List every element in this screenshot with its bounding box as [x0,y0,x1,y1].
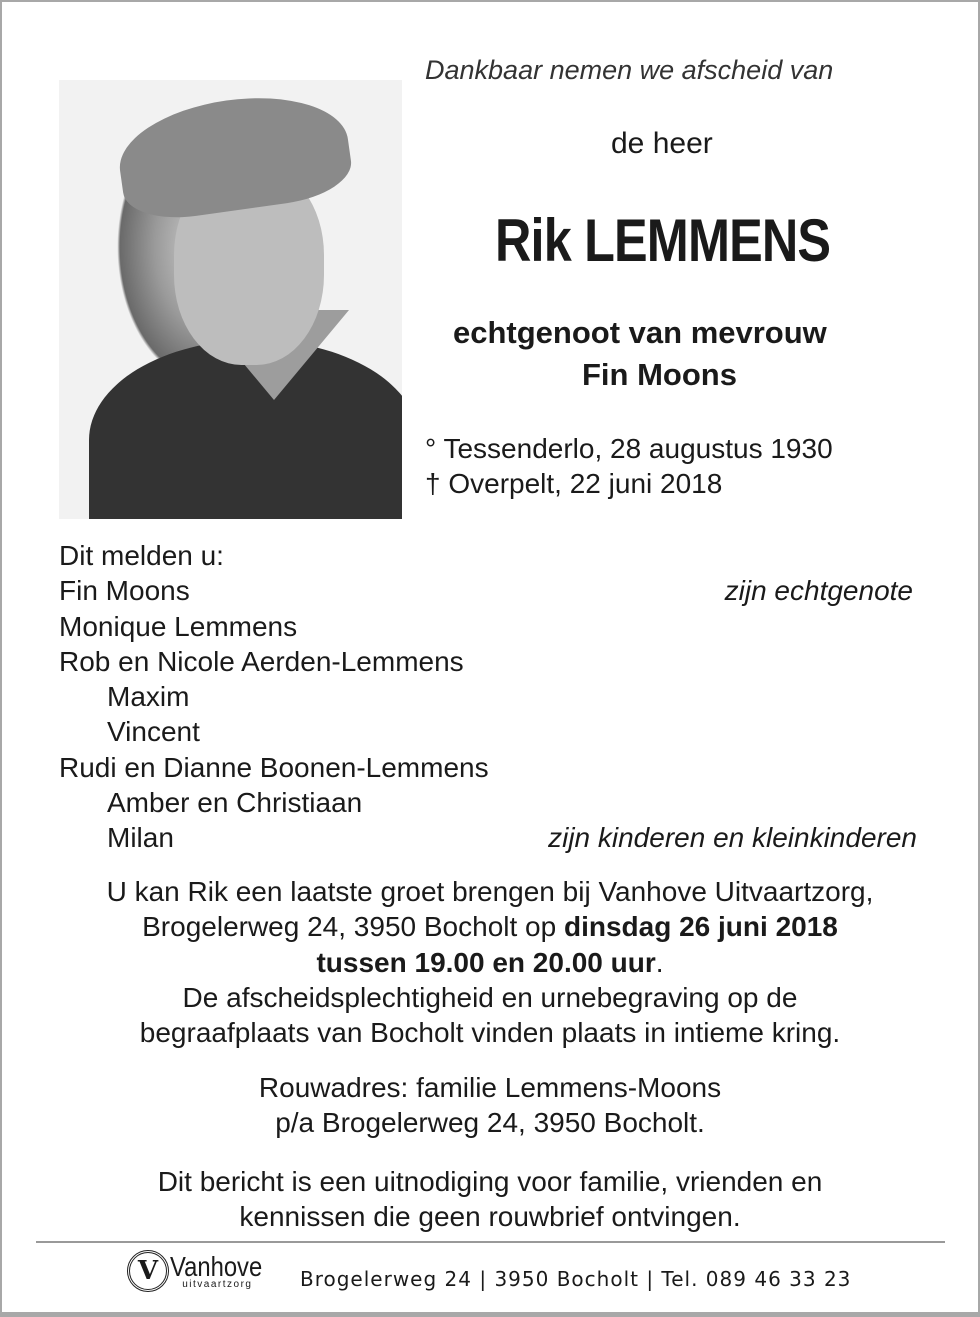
invite-line: Dit bericht is een uitnodiging voor familie, vrienden en [157,1166,823,1197]
address-line: p/a Brogelerweg 24, 3950 Bocholt. [275,1107,705,1139]
invite-line: kennissen die geen rouwbrief ontvingen. [239,1201,741,1233]
portrait-photo [59,80,402,519]
deceased-name: Rik LEMMENS [495,207,831,274]
member-relation: zijn echtgenote [724,575,913,607]
visit-line: tussen 19.00 en 20.00 uur. [316,946,664,978]
member-name: Amber en Christiaan [107,787,363,819]
death-line [425,468,722,500]
footer-contact: Brogelerweg 24 | 3950 Bocholt | Tel. 089 46 33 23 [300,1267,852,1291]
member-name: Milan [107,822,174,854]
visit-line: begraafplaats van Bocholt vinden plaats in intieme kring. [139,1017,841,1049]
spouse-line: echtgenoot van mevrouw [453,315,827,350]
family-list [59,538,919,856]
spouse-name: Fin Moons [582,357,737,392]
family-intro: Dit melden u: [59,540,224,571]
visit-time: tussen 19.00 en 20.00 uur [316,946,656,978]
logo-name: Vanhove [170,1250,263,1282]
family-member [59,644,919,679]
member-name: Fin Moons [59,575,190,607]
visit-line: U kan Rik een laatste groet brengen bij Vanhove Uitvaartzorg, [106,876,874,907]
family-member [59,750,919,785]
visit-line: De afscheidsplechtigheid en urnebegraving op de [182,981,798,1013]
birth-line: ° Tessenderlo, 28 augustus 1930 [425,433,833,464]
vanhove-logo [127,1250,278,1292]
cross-icon: † [425,468,441,499]
family-member [59,820,919,855]
footer-divider [36,1241,945,1243]
logo-sub: uitvaartzorg [182,1278,253,1290]
member-name: Rob en Nicole Aerden-Lemmens [59,645,464,677]
member-name: Monique Lemmens [59,610,298,642]
death-text: Overpelt, 22 juni 2018 [448,468,723,499]
family-member [59,679,919,714]
family-member [59,573,919,608]
intro-text: Dankbaar nemen we afscheid van [425,55,834,85]
family-member [59,609,919,644]
visit-date: dinsdag 26 juni 2018 [563,911,838,943]
member-name: Maxim [107,681,190,713]
family-member [59,785,919,820]
address-line: Rouwadres: familie Lemmens-Moons [258,1072,722,1103]
family-member [59,714,919,749]
vanhove-v-icon: V [127,1250,169,1292]
mourning-address [0,1070,980,1141]
invitation-note [0,1164,980,1235]
member-name: Vincent [107,716,200,748]
visit-line: Brogelerweg 24, 3950 Bocholt op dinsdag 26 juni 2018 [142,911,838,943]
member-name: Rudi en Dianne Boonen-Lemmens [59,751,489,783]
photo-sweater [89,340,402,519]
visitation-paragraph [0,874,980,1050]
member-relation: zijn kinderen en kleinkinderen [548,822,917,854]
title-text: de heer [611,127,713,160]
photo-cap [112,85,355,226]
